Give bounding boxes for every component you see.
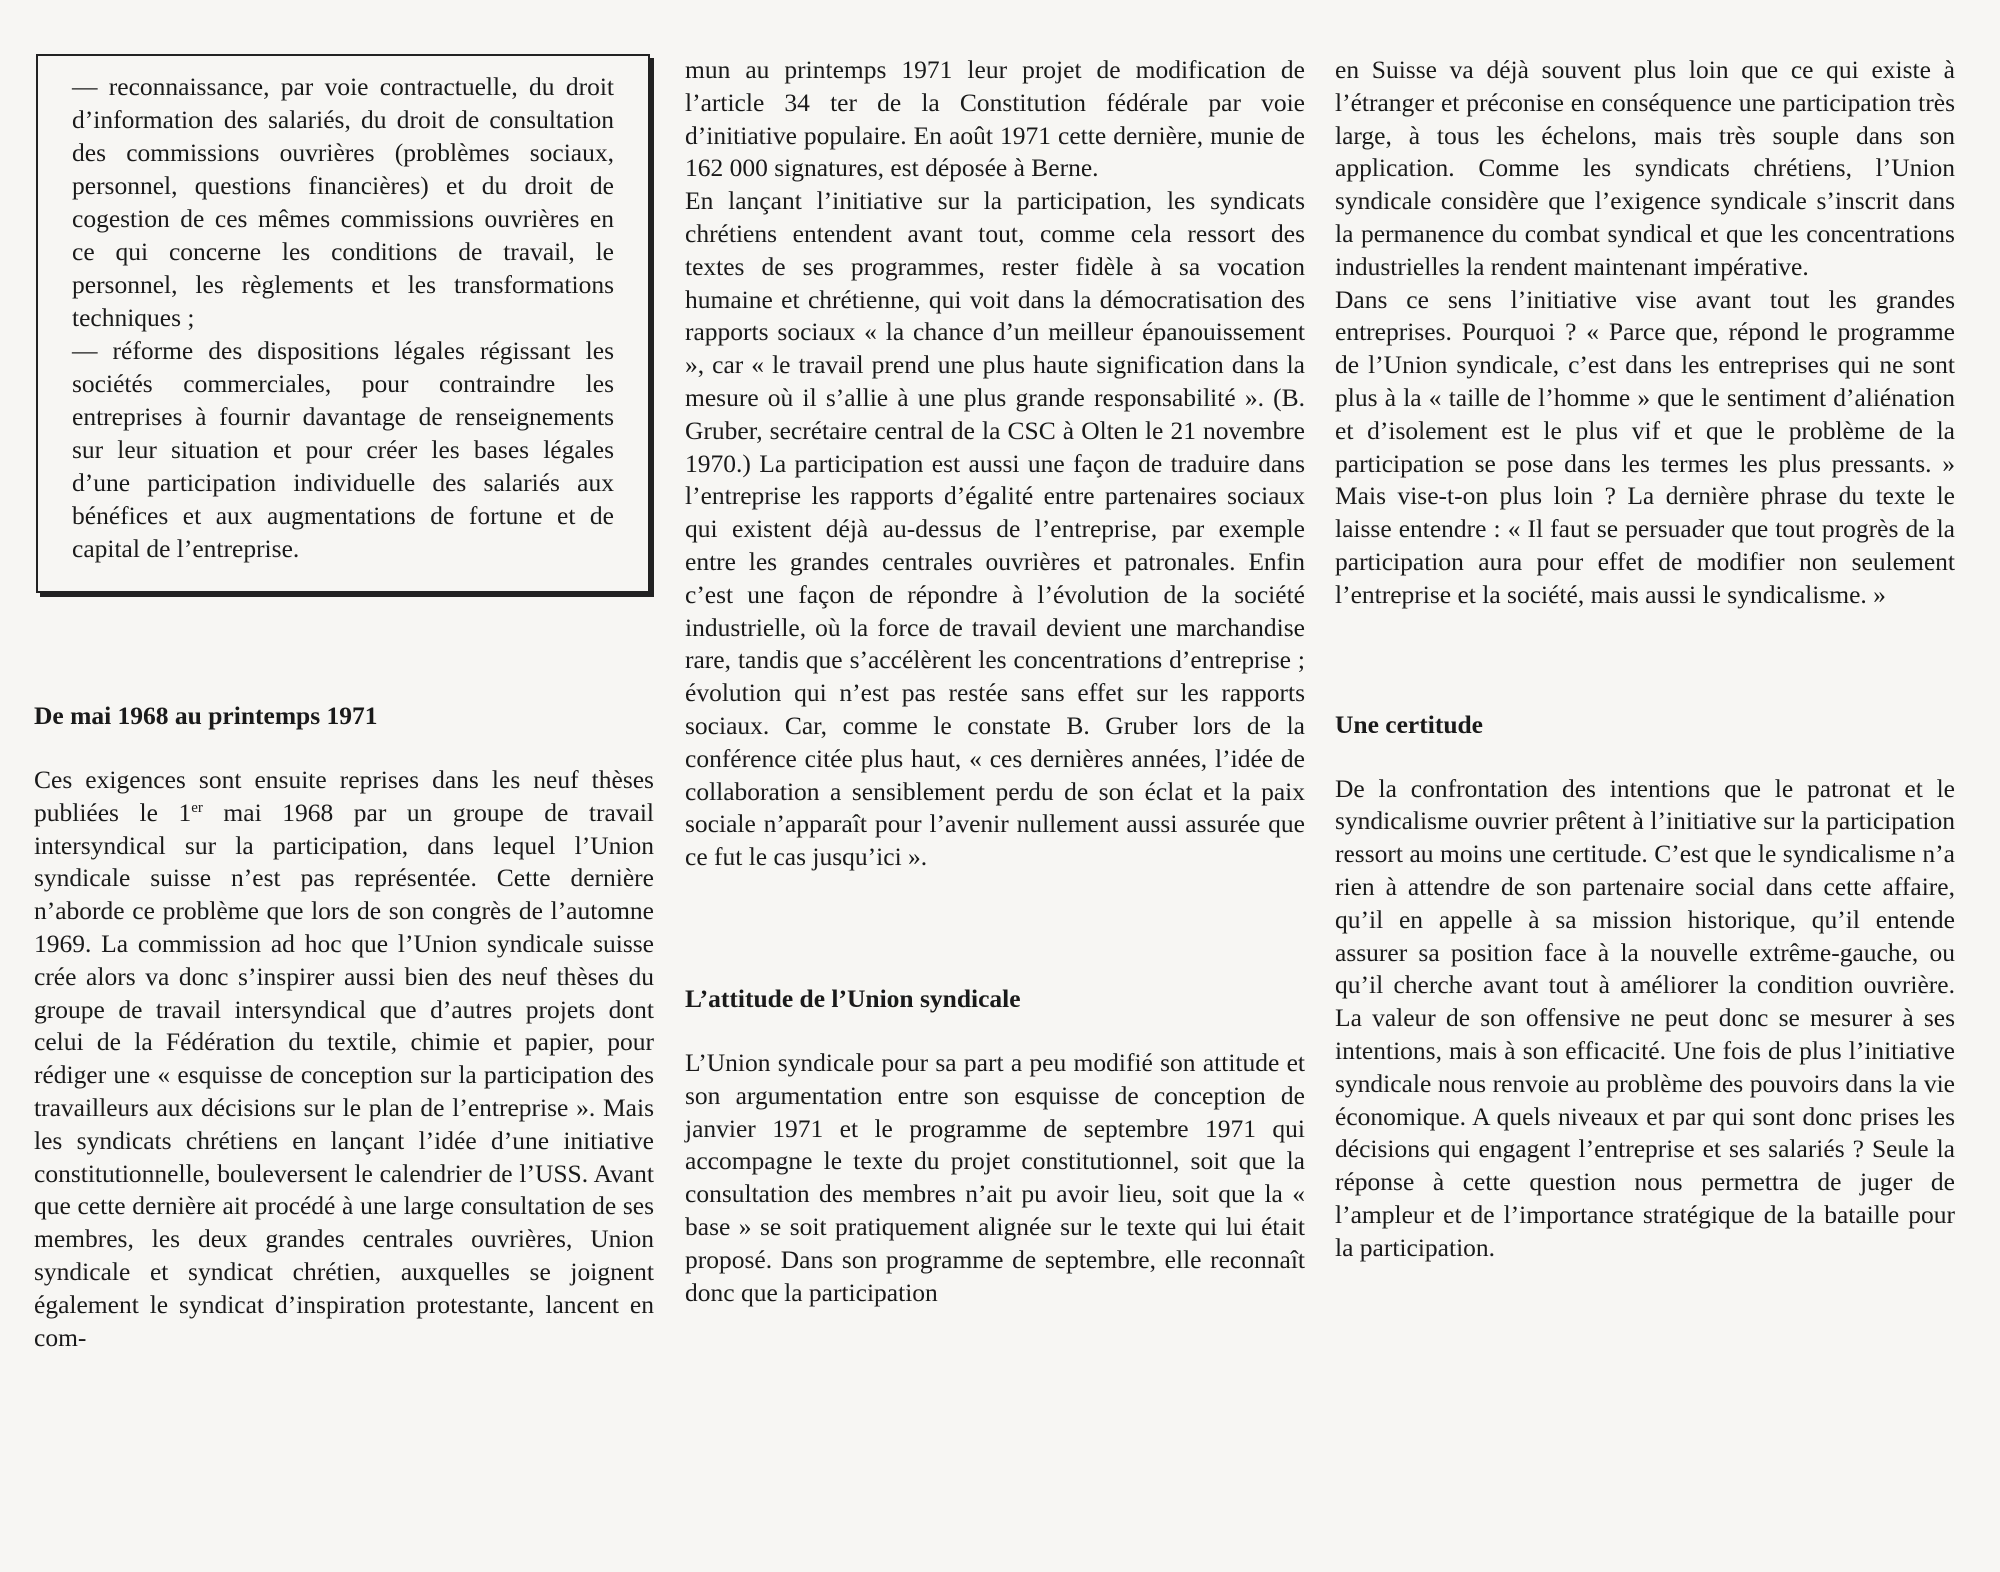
boxed-list [36, 54, 650, 593]
ordinal-superscript: er [191, 799, 203, 816]
col3-paragraph-2: Dans ce sens l’initiative vise avant tout les grandes entreprises. Pourquoi ? « Parce que, répond le programme de l’Union syndicale, c’est dans les entreprises qui ne sont plus à la « taille de l’homme » que le sentiment d’aliénation et d’isolement est le plus vif et que le problème de la participation se pose dans les termes les plus pressants. » Mais vise-t-on plus loin ? La dernière phrase du texte le laisse entendre : « Il faut se persuader que tout progrès de la participation aura pour effet de modifier non seulement l’entreprise et la société, mais aussi le syndicalisme. » [1335, 284, 1955, 609]
col2-paragraph-3: L’Union syndicale pour sa part a peu modifié son attitude et son argumentation entre son esquisse de conception de janvier 1971 et le programme de septembre 1971 qui accompagne le texte du projet constitutionnel, soit que la consultation des membres n’ait pu avoir lieu, soit que la « base » se soit pratiquement alignée sur le texte qui lui était proposé. Dans son programme de septembre, elle reconnaît donc que la participation [685, 1047, 1305, 1307]
col3-paragraph-3: De la confrontation des intentions que le patronat et le syndicalisme ouvrier prêtent à l’initiative sur la participation ressort au moins une certitude. C’est que le syndicalisme n’a rien à attendre de son partenaire social dans cette affaire, qu’il en appelle à sa mission historique, qu’il entende assurer sa position face à la nouvelle extrême-gauche, ou qu’il cherche avant tout à améliorer la condition ouvrière. La valeur de son offensive ne peut donc se mesurer à ses intentions, mais à son efficacité. Une fois de plus l’initiative syndicale nous renvoie au problème des pouvoirs dans la vie économique. A quels niveaux et par qui sont donc prises les décisions qui engagent l’entreprise et ses salariés ? Seule la réponse à cette question nous permettra de juger de l’ampleur et de l’importance stratégique de la bataille pour la participation. [1335, 773, 1955, 1262]
column-2 [685, 54, 1305, 1309]
column-1 [34, 54, 654, 1354]
section-heading-union-attitude: L’attitude de l’Union syndicale [685, 983, 1021, 1013]
column-3 [1335, 54, 1955, 1265]
col2-paragraph-1: mun au printemps 1971 leur projet de modification de l’article 34 ter de la Constitution fédérale par voie d’initiative populaire. En août 1971 cette dernière, munie de 162 000 signatures, est déposée à Berne. [685, 55, 1305, 183]
section1-text-b: mai 1968 par un groupe de travail intersyndical sur la participation, dans lequel l’Union syndicale suisse n’est pas représentée. Cette dernière n’aborde ce problème que lors de son congrès de l’automne 1969. La commission ad hoc que l’Union syndicale suisse crée alors va donc s’inspirer aussi bien des neuf thèses du groupe de travail intersyndical que d’autres projets dont celui de la Fédération du textile, chimie et papier, pour rédiger une « esquisse de conception sur la participation des travailleurs aux décisions sur le plan de l’entreprise ». Mais les syndicats chrétiens en lançant l’idée d’une initiative constitutionnelle, bouleversent le calendrier de l’USS. Avant que cette dernière ait procédé à une large consultation de ses membres, les deux grandes centrales ouvrières, Union syndicale et syndicat chrétien, auxquelles se joignent également le syndicat d’inspiration protestante, lancent en com- [34, 797, 655, 1352]
box-item-2: — réforme des dispositions légales régissant les sociétés commerciales, pour contraindre les entreprises à fournir davantage de renseignements sur leur situation et pour créer les bases légales d’une participation individuelle des salariés aux bénéfices et aux augmentations de fortune et de capital de l’entreprise. [72, 336, 614, 563]
section1-paragraph [34, 764, 654, 1354]
box-item-1: — reconnaissance, par voie contractuelle, du droit d’information des salariés, du droit de consultation des commissions ouvrières (problèmes sociaux, personnel, questions financières) et du droit de cogestion de ces mêmes commissions ouvrières en ce qui concerne les conditions de travail, le personnel, les règlements et les transformations techniques ; [72, 72, 614, 332]
section-heading-may-1968: De mai 1968 au printemps 1971 [34, 701, 378, 730]
section-heading-certitude: Une certitude [1335, 709, 1483, 739]
col2-paragraph-2: En lançant l’initiative sur la participation, les syndicats chrétiens entendent avant tout, comme cela ressort des textes de ses programmes, rester fidèle à sa vocation humaine et chrétienne, qui voit dans la démocratisation des rapports sociaux « la chance d’un meilleur épanouissement », car « le travail prend une plus haute signification dans la mesure où il s’allie à une plus grande responsabilité ». (B. Gruber, secrétaire central de la CSC à Olten le 21 novembre 1970.) La participation est aussi une façon de traduire dans l’entreprise les rapports d’égalité entre partenaires sociaux qui existent déjà au-dessus de l’entreprise, par exemple entre les grandes centrales ouvrières et patronales. Enfin c’est une façon de répondre à l’évolution de la société industrielle, où la force de travail devient une marchandise rare, tandis que s’accélèrent les concentrations d’entreprise ; évolution qui n’est pas restée sans effet sur les rapports sociaux. Car, comme le constate B. Gruber lors de la conférence citée plus haut, « ces dernières années, l’idée de collaboration a sensiblement perdu de son éclat et la paix sociale n’apparaît pour l’avenir nullement aussi assurée que ce fut le cas jusqu’ici ». [685, 186, 1305, 872]
col3-paragraph-1: en Suisse va déjà souvent plus loin que ce qui existe à l’étranger et préconise en conséquence une participation très large, à tous les échelons, mais très souple dans son application. Comme les syndicats chrétiens, l’Union syndicale considère que l’exigence syndicale s’inscrit dans la permanence du combat syndical et que les concentrations industrielles la rendent maintenant impérative. [1335, 55, 1955, 281]
section1-text-a: Ces exigences sont ensuite reprises dans les neuf thèses publiées le 1 [34, 765, 654, 827]
